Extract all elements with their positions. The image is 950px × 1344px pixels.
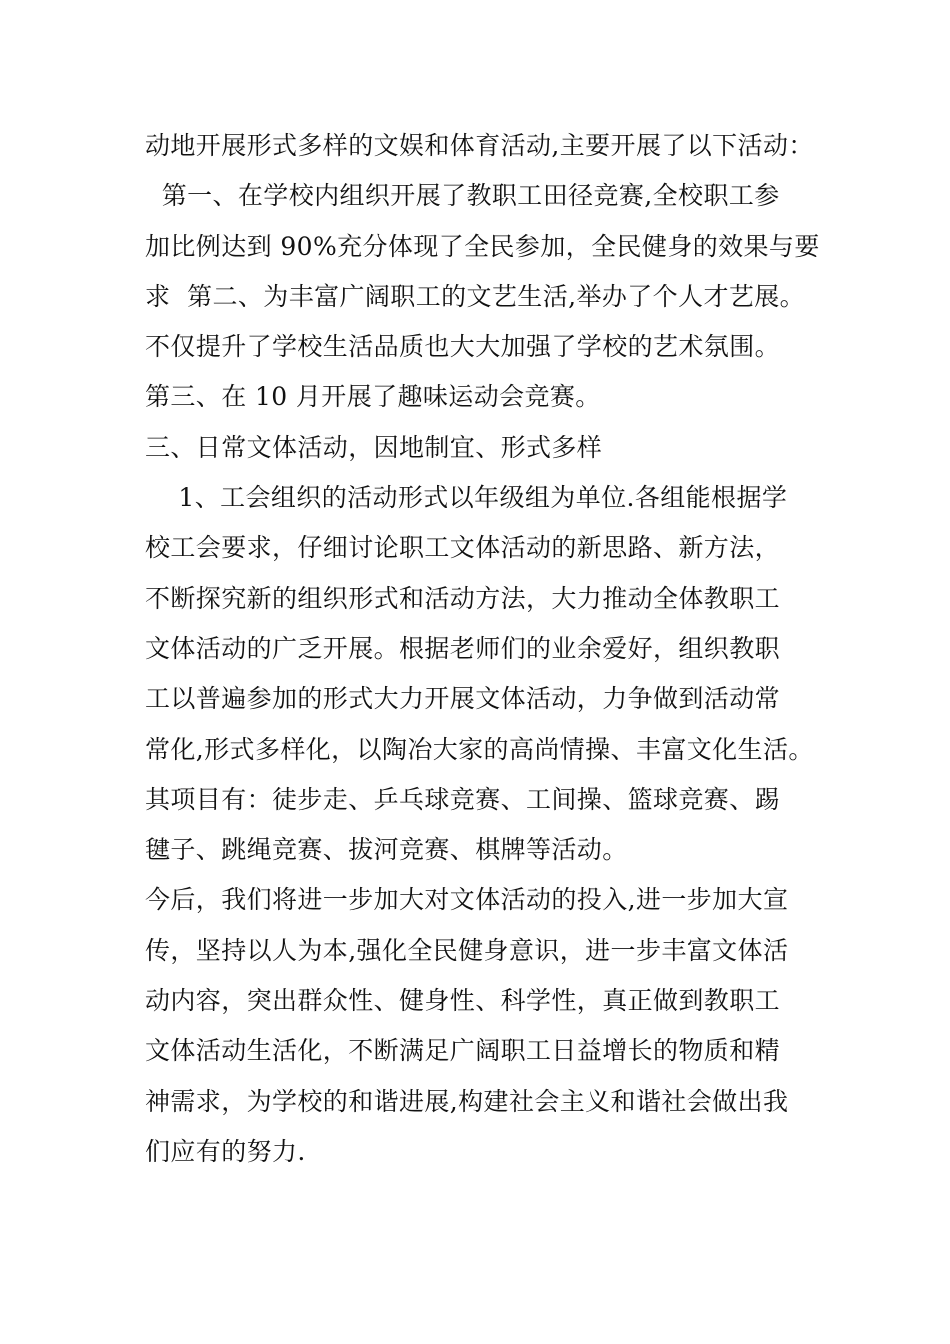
text-line: 毽子、跳绳竞赛、拔河竞赛、棋牌等活动。 <box>145 835 628 865</box>
text-line: 第三、在 10 月开展了趣味运动会竞赛。 <box>145 382 601 412</box>
text-line: 第一、在学校内组织开展了教职工田径竞赛,全校职工参 <box>145 181 780 211</box>
text-line: 常化,形式多样化，以陶冶大家的高尚情操、丰富文化生活。 <box>145 734 814 764</box>
text-line: 动地开展形式多样的文娱和体育活动,主要开展了以下活动： <box>145 131 814 160</box>
text-line: 其项目有：徒步走、乒乓球竞赛、工间操、篮球竞赛、踢 <box>145 784 781 814</box>
text-line: 文体活动的广乏开展。根据老师们的业余爱好，组织教职 <box>145 633 781 663</box>
section-heading: 三、日常文体活动，因地制宜、形式多样 <box>145 432 603 462</box>
text-line: 工以普遍参加的形式大力开展文体活动，力争做到活动常 <box>145 684 781 714</box>
text-line: 文体活动生活化，不断满足广阔职工日益增长的物质和精 <box>145 1036 781 1066</box>
text-line: 今后，我们将进一步加大对文体活动的投入,进一步加大宣 <box>145 885 789 915</box>
text-line: 1、工会组织的活动形式以年级组为单位.各组能根据学 <box>145 483 788 513</box>
text-line: 们应有的努力. <box>145 1136 306 1166</box>
text-line: 动内容，突出群众性、健身性、科学性，真正做到教职工 <box>145 986 781 1016</box>
text-line: 校工会要求，仔细讨论职工文体活动的新思路、新方法， <box>145 533 781 563</box>
document-body <box>145 121 825 1177</box>
text-line: 加比例达到 90%充分体现了全民参加，全民健身的效果与要 <box>145 231 820 261</box>
text-line: 传，坚持以人为本,强化全民健身意识，进一步丰富文体活 <box>145 935 789 965</box>
text-line: 神需求，为学校的和谐进展,构建社会主义和谐社会做出我 <box>145 1086 789 1116</box>
text-line: 求 第二、为丰富广阔职工的文艺生活,举办了个人才艺展。 <box>145 281 806 311</box>
text-line: 不仅提升了学校生活品质也大大加强了学校的艺术氛围。 <box>145 332 781 362</box>
text-line: 不断探究新的组织形式和活动方法，大力推动全体教职工 <box>145 583 781 613</box>
